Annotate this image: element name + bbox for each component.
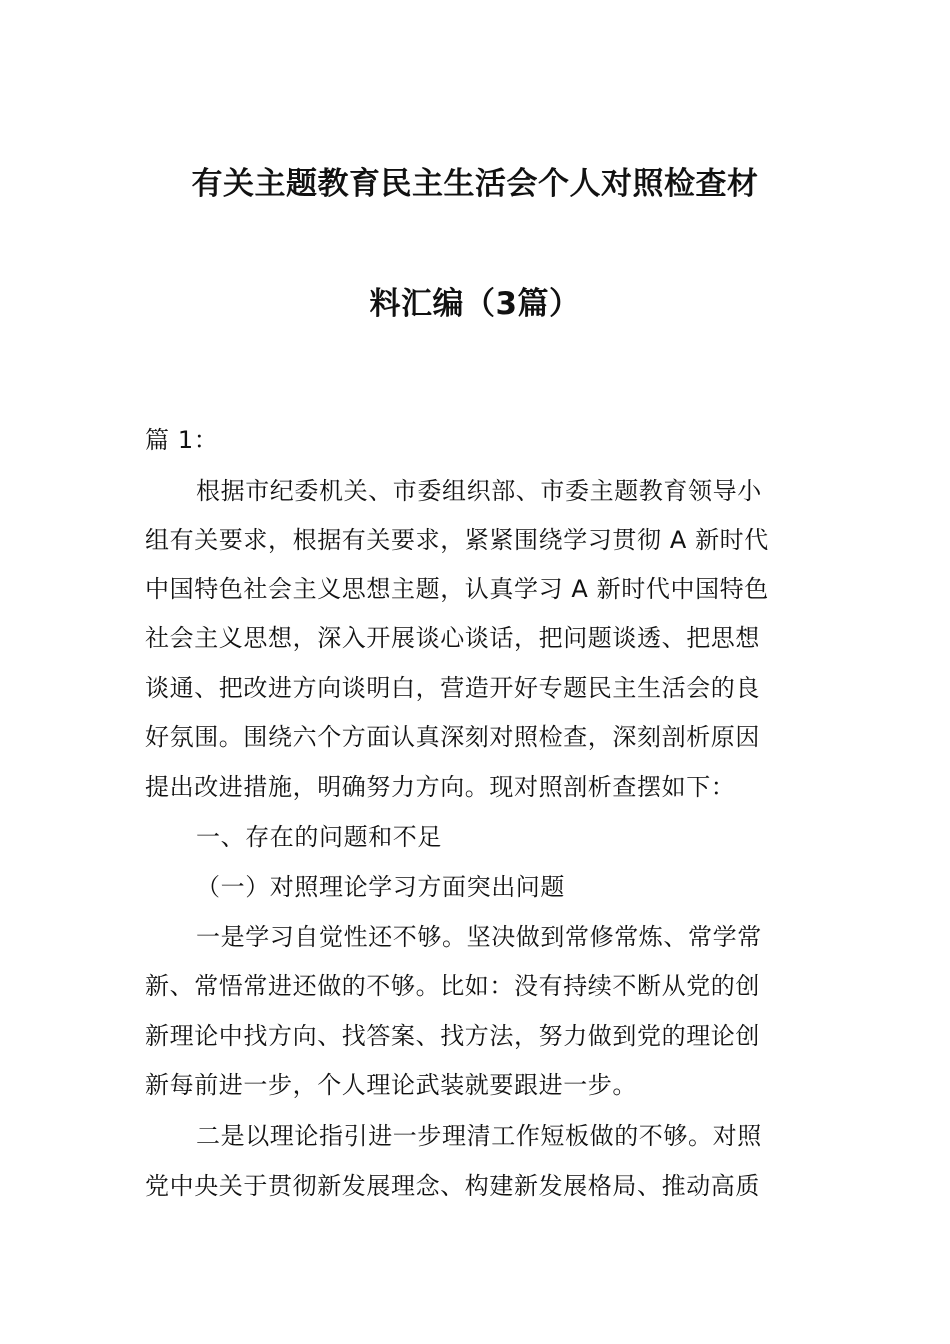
body-text-line: 组有关要求，根据有关要求，紧紧围绕学习贯彻 A 新时代 [145, 526, 769, 554]
body-text-line: 谈通、把改进方向谈明白，营造开好专题民主生活会的良 [145, 674, 760, 702]
section-label: 篇 1： [145, 426, 219, 454]
body-text-line: 好氛围。围绕六个方面认真深刻对照检查，深刻剖析原因 [145, 723, 760, 751]
body-text-line: 一是学习自觉性还不够。坚决做到常修常炼、常学常 [196, 923, 762, 951]
body-text-line: 根据市纪委机关、市委组织部、市委主题教育领导小 [196, 477, 762, 505]
body-text-line: 社会主义思想，深入开展谈心谈话，把问题谈透、把思想 [145, 624, 760, 652]
body-text-line: 中国特色社会主义思想主题，认真学习 A 新时代中国特色 [145, 575, 769, 603]
body-text-line: 新每前进一步，个人理论武装就要跟进一步。 [145, 1071, 637, 1099]
body-text-line: 党中央关于贯彻新发展理念、构建新发展格局、推动高质 [145, 1172, 760, 1200]
document-title-line-2: 料汇编（3篇） [369, 286, 581, 322]
section-heading: 一、存在的问题和不足 [196, 823, 442, 851]
subsection-heading: （一）对照理论学习方面突出问题 [196, 873, 565, 901]
body-text-line: 新理论中找方向、找答案、找方法，努力做到党的理论创 [145, 1022, 760, 1050]
body-text-line: 二是以理论指引进一步理清工作短板做的不够。对照 [196, 1122, 762, 1150]
document-title-line-1: 有关主题教育民主生活会个人对照检查材 [191, 166, 759, 202]
body-text-line: 提出改进措施，明确努力方向。现对照剖析查摆如下： [145, 773, 736, 801]
body-text-line: 新、常悟常进还做的不够。比如：没有持续不断从党的创 [145, 972, 760, 1000]
